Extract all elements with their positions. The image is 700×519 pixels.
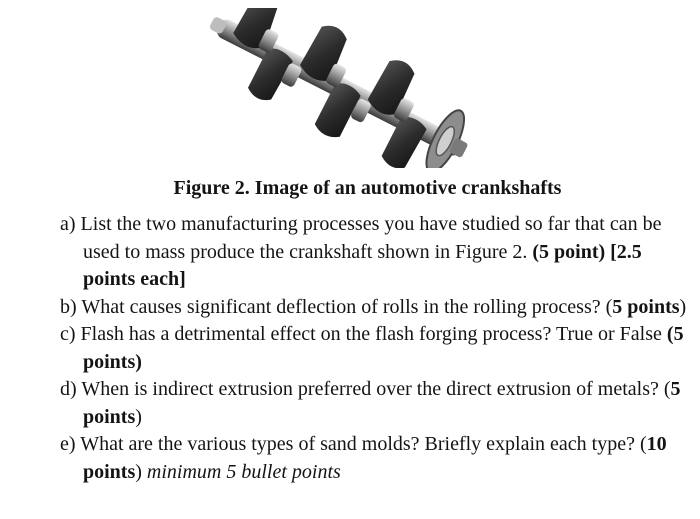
figure-caption: Figure 2. Image of an automotive crankshafts (173, 177, 562, 199)
crankshaft-image (196, 8, 486, 168)
question-b (60, 294, 690, 322)
question-text: Flash has a detrimental effect on the flash forging process? True or False (80, 323, 662, 345)
question-text: What are the various types of sand molds? Briefly explain each type? ( (80, 433, 647, 455)
question-letter: b) (60, 295, 77, 318)
question-list (60, 211, 690, 486)
question-points: (5 points) (83, 323, 684, 373)
question-close: ) (135, 460, 142, 483)
question-letter: c) (60, 323, 76, 345)
question-letter: a) (60, 213, 76, 235)
question-letter: e) (60, 433, 76, 455)
question-close: ) (679, 295, 687, 318)
question-letter: d) (60, 378, 77, 400)
question-text: When is indirect extrusion preferred over the direct extrusion of metals? ( (81, 378, 671, 400)
question-note: minimum 5 bullet points (146, 460, 341, 483)
question-points: 5 points (612, 295, 680, 318)
question-c (60, 321, 690, 376)
question-d (60, 376, 690, 431)
question-e (60, 431, 690, 486)
question-text: List the two manufacturing processes you have studied so far that can be used to mass produce the crankshaft shown in Figure 2. (80, 213, 662, 263)
question-a (60, 211, 690, 294)
question-points: 10 points (83, 433, 667, 483)
question-points: 5 points (83, 378, 681, 428)
question-points: (5 point) [2.5 points each] (83, 240, 642, 290)
question-text: What causes significant deflection of rolls in the rolling process? ( (81, 295, 613, 318)
question-close: ) (135, 405, 142, 428)
